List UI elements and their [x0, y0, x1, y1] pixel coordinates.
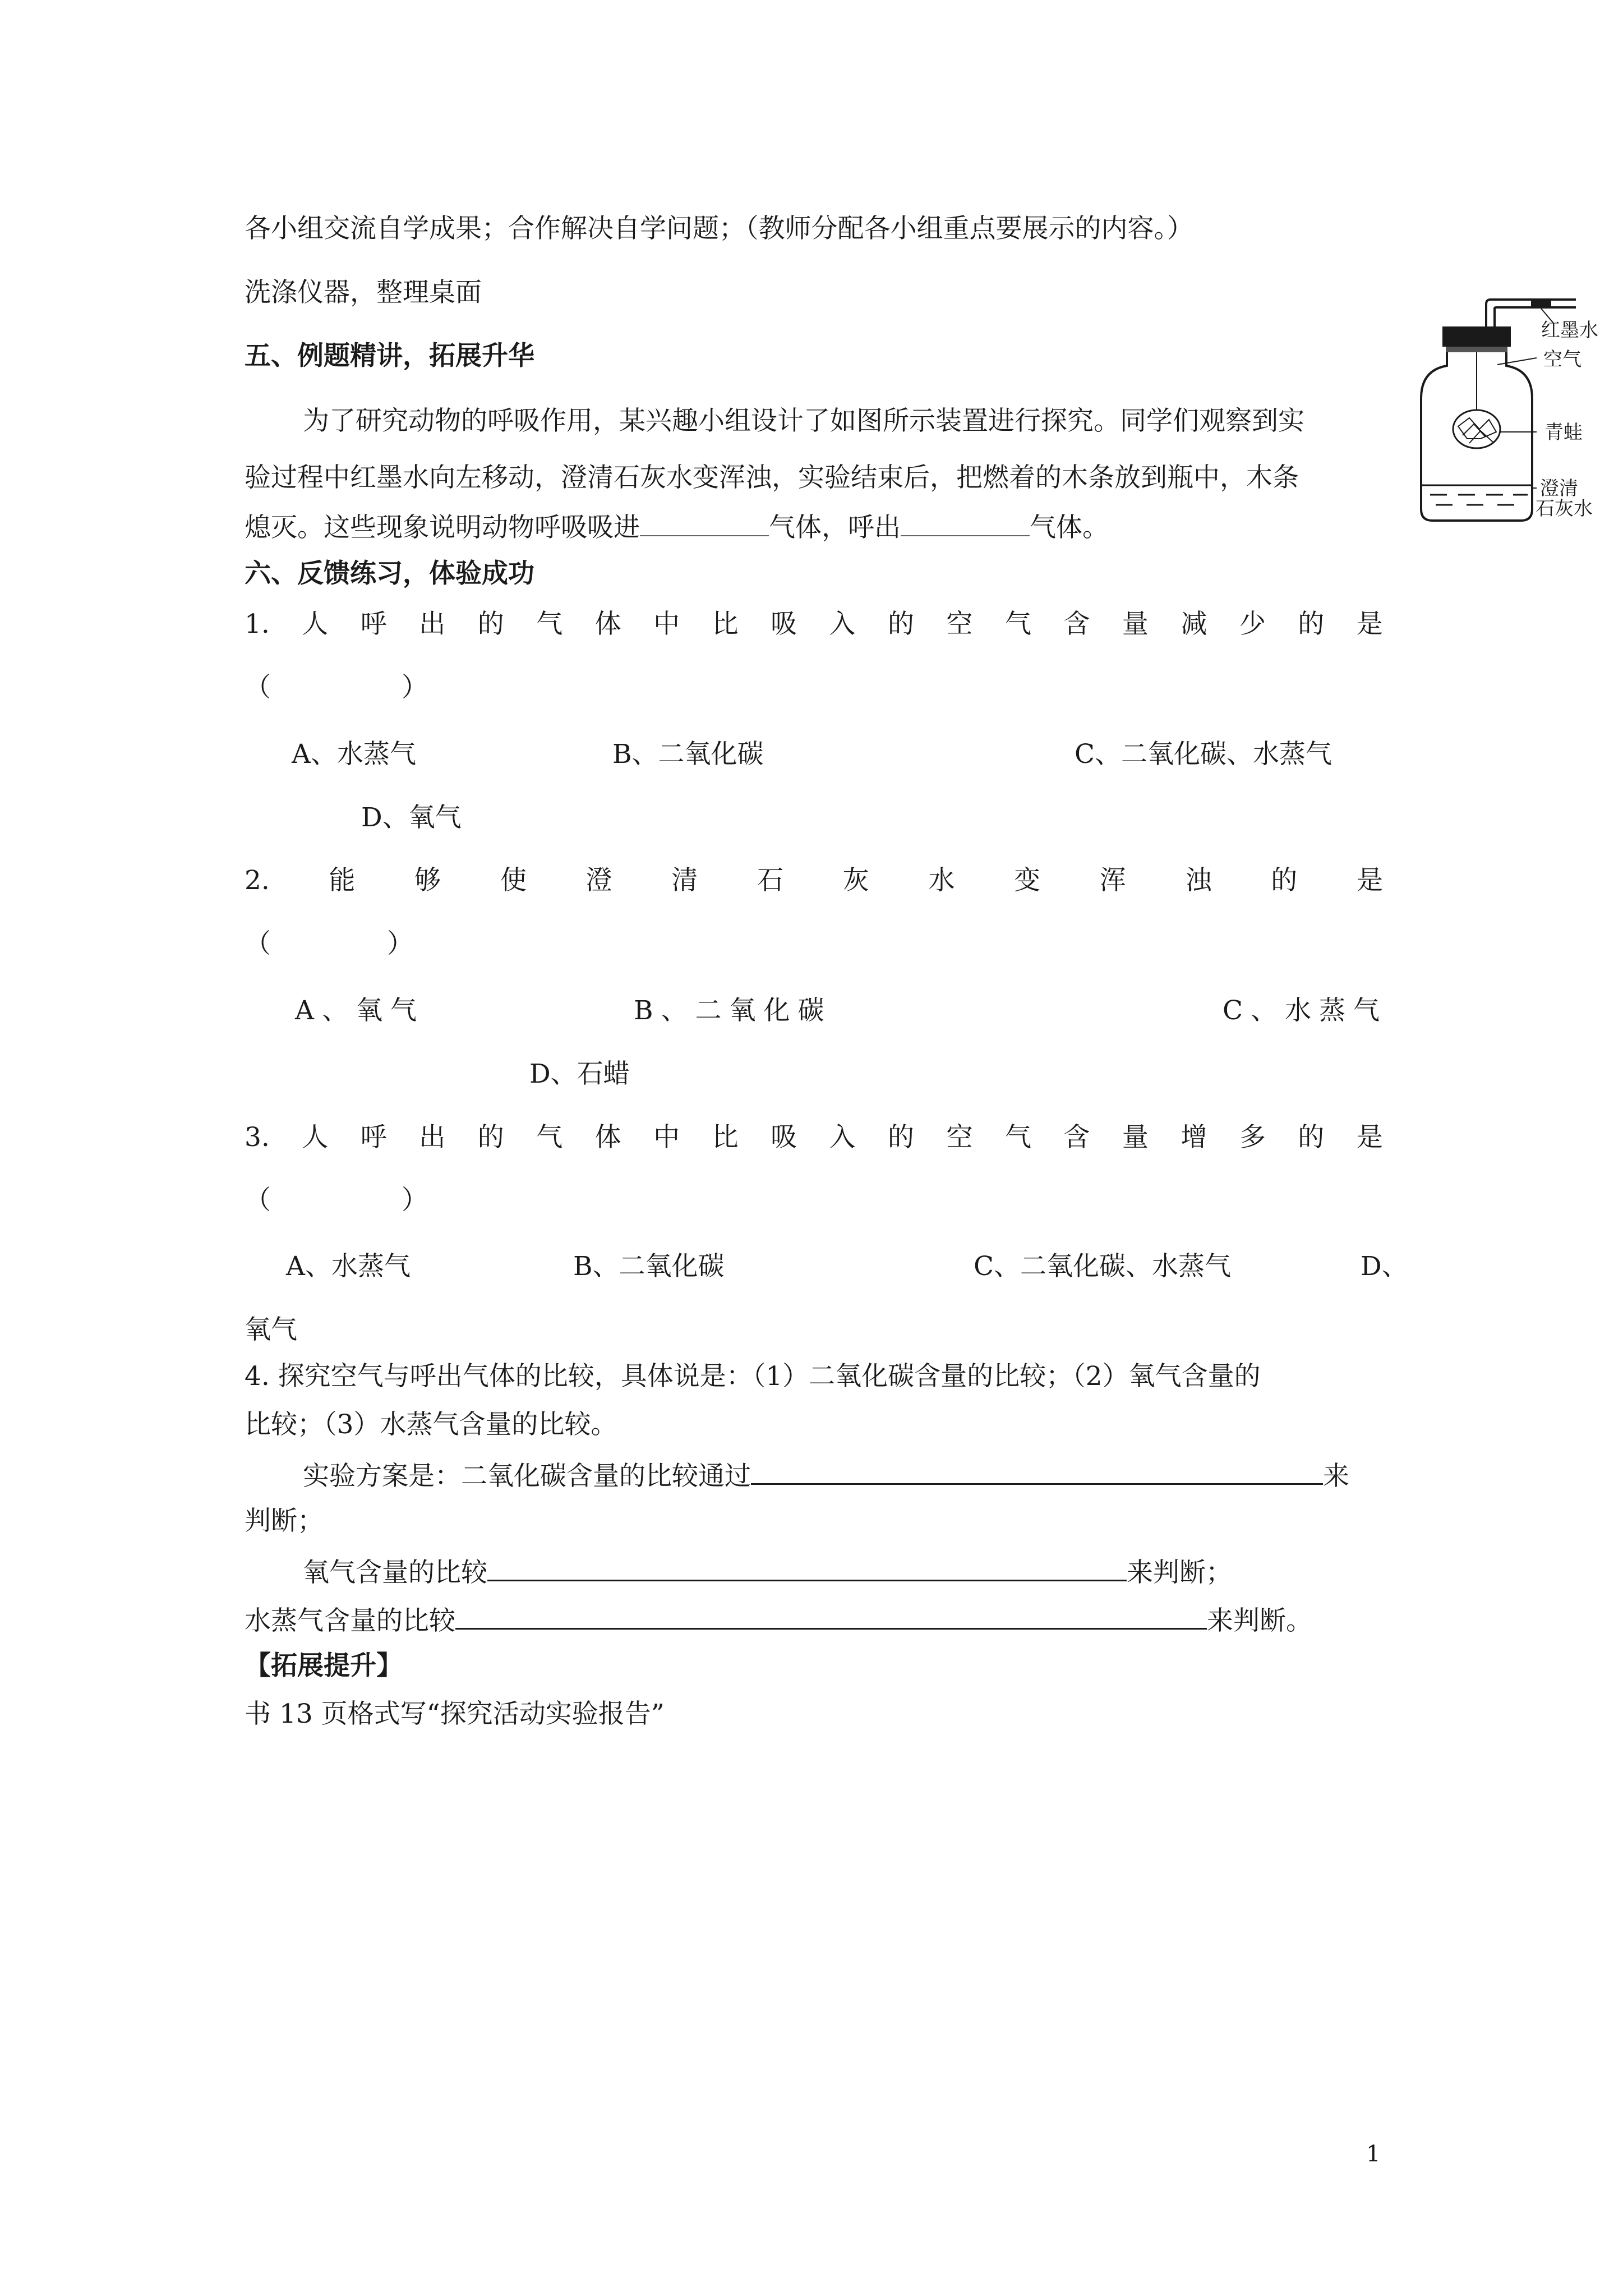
label-frog: 青蛙 — [1544, 421, 1583, 444]
q2-answer-paren-open: （ — [245, 928, 271, 959]
q3-option-b[interactable]: B、二氧化碳 — [573, 1251, 725, 1282]
q4-line-5 — [303, 1553, 1232, 1590]
blank-vapor-method[interactable] — [455, 1601, 1207, 1630]
example-paragraph-line-3 — [245, 509, 1109, 545]
q4-plan-text: 实验方案是：二氧化碳含量的比较通过 — [303, 1461, 751, 1492]
blank-exhaled-gas[interactable] — [901, 509, 1030, 536]
example-paragraph-line-2: 验过程中红墨水向左移动，澄清石灰水变浑浊，实验结束后，把燃着的木条放到瓶中，木条 — [245, 462, 1299, 493]
q1-option-c[interactable]: C、二氧化碳、水蒸气 — [1075, 739, 1332, 770]
q1-option-b[interactable]: B、二氧化碳 — [612, 739, 764, 770]
frog-icon — [1453, 410, 1500, 448]
q3-answer-paren-open: （ — [245, 1185, 271, 1216]
question-3-stem: 3. 人 呼 出 的 气 体 中 比 吸 入 的 空 气 含 量 增 多 的 是 — [245, 1122, 1383, 1153]
label-red-ink: 红墨水 — [1541, 319, 1598, 342]
example-paragraph-line-1: 为了研究动物的呼吸作用，某兴趣小组设计了如图所示装置进行探究。同学们观察到实 — [303, 406, 1304, 436]
apparatus-figure — [1413, 292, 1604, 539]
page-number: 1 — [1366, 2141, 1381, 2167]
blank-oxygen-method[interactable] — [487, 1553, 1127, 1581]
q1-option-a[interactable]: A、水蒸气 — [292, 739, 416, 770]
q4-oxygen-tail: 来判断； — [1127, 1557, 1232, 1588]
label-air: 空气 — [1543, 348, 1581, 371]
q1-option-d[interactable]: D、氧气 — [361, 802, 462, 833]
extension-heading: 【拓展提升】 — [245, 1650, 403, 1681]
question-2-stem: 2. 能 够 使 澄 清 石 灰 水 变 浑 浊 的 是 — [245, 865, 1383, 896]
q3-option-d-text: 氧气 — [245, 1314, 297, 1345]
q4-oxygen-text: 氧气含量的比较 — [303, 1557, 487, 1588]
q2-option-c[interactable]: C、水蒸气 — [1223, 995, 1387, 1026]
intro-line-1: 各小组交流自学成果；合作解决自学问题；（教师分配各小组重点要展示的内容。） — [245, 213, 1193, 244]
q3-answer-paren-close[interactable]: ） — [402, 1185, 428, 1216]
example-text-part-1: 熄灭。这些现象说明动物呼吸吸进 — [245, 512, 640, 543]
question-1-stem: 1. 人 呼 出 的 气 体 中 比 吸 入 的 空 气 含 量 减 少 的 是 — [245, 609, 1383, 639]
example-text-part-3: 气体。 — [1030, 512, 1109, 543]
q4-vapor-tail: 来判断。 — [1207, 1605, 1312, 1636]
q2-option-b[interactable]: B、二氧化碳 — [634, 995, 832, 1026]
q3-option-c[interactable]: C、二氧化碳、水蒸气 — [974, 1251, 1231, 1282]
q3-option-d-letter[interactable]: D、 — [1361, 1251, 1408, 1282]
q3-option-a[interactable]: A、水蒸气 — [286, 1251, 411, 1282]
q4-line-2: 比较；（3）水蒸气含量的比较。 — [245, 1409, 617, 1440]
blank-co2-method[interactable] — [751, 1456, 1323, 1485]
q1-answer-paren-close[interactable]: ） — [402, 672, 428, 703]
q4-plan-tail: 来 — [1323, 1461, 1349, 1492]
q4-line-4: 判断； — [245, 1506, 324, 1536]
stopper-icon — [1442, 326, 1511, 347]
intro-line-2: 洗涤仪器，整理桌面 — [245, 277, 482, 308]
red-ink-drop — [1531, 300, 1551, 307]
q4-line-1: 4. 探究空气与呼出气体的比较，具体说是：（1）二氧化碳含量的比较；（2）氧气含量的 — [245, 1361, 1261, 1392]
label-limewater-1: 澄清 — [1540, 477, 1578, 500]
q2-option-a[interactable]: A、氧气 — [295, 995, 425, 1026]
q4-line-6 — [245, 1601, 1312, 1638]
q1-answer-paren-open: （ — [245, 672, 271, 703]
q2-answer-paren-close[interactable]: ） — [387, 928, 413, 959]
section-6-heading: 六、反馈练习，体验成功 — [245, 558, 534, 589]
example-text-part-2: 气体，呼出 — [769, 512, 901, 543]
extension-text: 书 13 页格式写“探究活动实验报告” — [245, 1699, 665, 1729]
blank-inhaled-gas[interactable] — [640, 509, 769, 536]
q4-vapor-text: 水蒸气含量的比较 — [245, 1605, 455, 1636]
q4-line-3 — [303, 1456, 1349, 1493]
q2-option-d[interactable]: D、石蜡 — [529, 1059, 630, 1089]
label-limewater-2: 石灰水 — [1536, 498, 1593, 520]
section-5-heading: 五、例题精讲，拓展升华 — [245, 341, 534, 371]
